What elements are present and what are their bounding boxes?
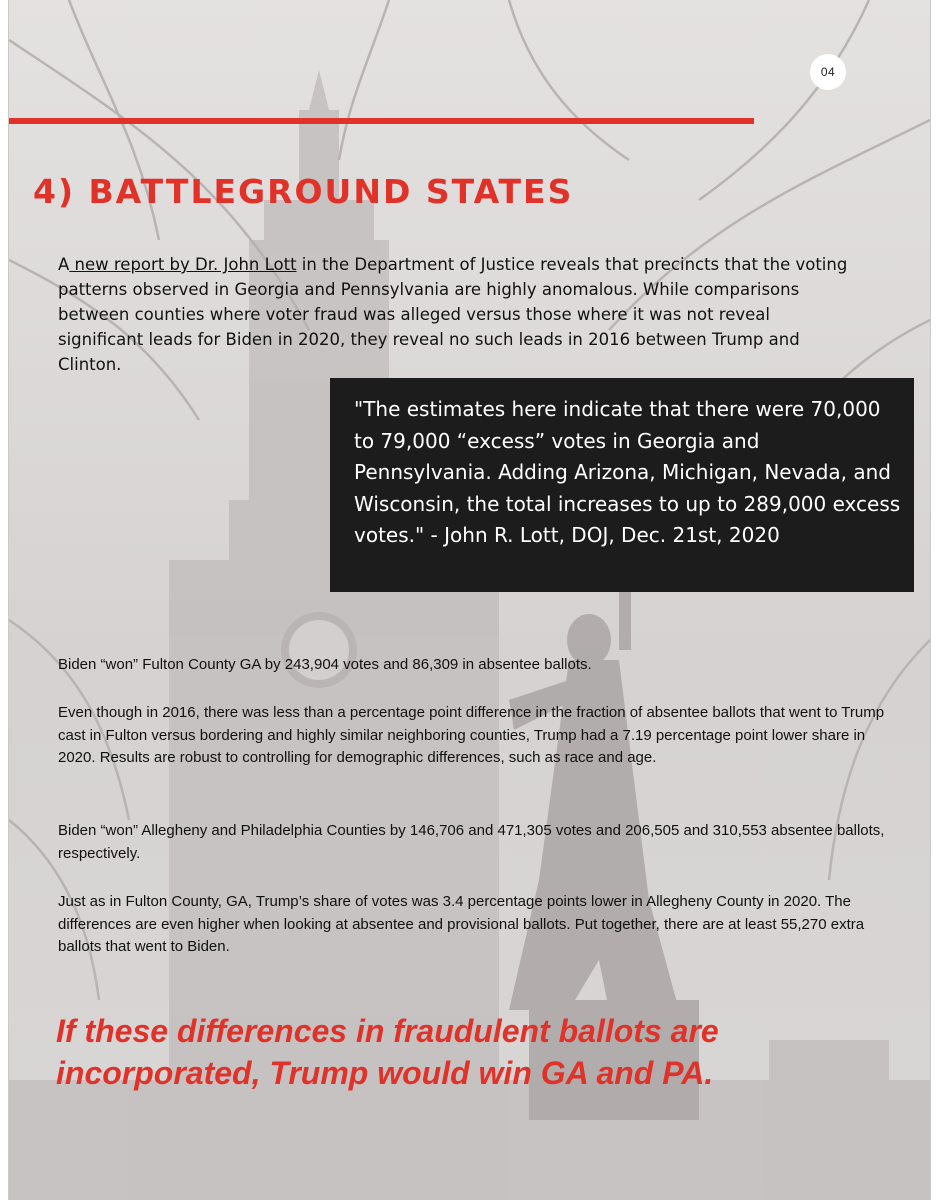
body-paragraph-2: Even though in 2016, there was less than a percentage point difference in the fraction of absentee ballots that went to Trump cast in Fulton versus bordering and highly similar neighboring counties, Trump had a 7.19 percentage point lower share in 2020. Results are robust to controlling for demographic differences, such as race and age. [58, 704, 885, 766]
page-number-badge: 04 [810, 54, 846, 90]
report-link[interactable]: new report by Dr. John Lott [69, 255, 297, 274]
body-paragraph-4: Just as in Fulton County, GA, Trump’s share of votes was 3.4 percentage points lower in Allegheny County in 2020. The differences are even higher when looking at absentee and provisional ballots. Put together, there are at least 55,270 extra ballots that went to Biden. [58, 893, 865, 955]
intro-paragraph [58, 252, 858, 377]
pull-quote-box [330, 378, 914, 592]
intro-rest: in the Department of Justice reveals that precincts that the voting patterns observed in Georgia and Pennsylvania are highly anomalous. While comparisons between counties where voter fraud was alleged versus those where it was not reveal significant leads for Biden in 2020, they reveal no such leads in 2016 between Trump and Clinton. [58, 255, 848, 374]
section-title: 4) BATTLEGROUND STATES [33, 172, 574, 211]
intro-prefix: A [58, 255, 70, 274]
body-paragraph-1: Biden “won” Fulton County GA by 243,904 votes and 86,309 in absentee ballots. [58, 656, 592, 673]
header-divider [9, 118, 754, 124]
body-paragraph-3: Biden “won” Allegheny and Philadelphia Counties by 146,706 and 471,305 votes and 206,505 and 310,553 absentee ballots, respectively. [58, 822, 885, 862]
pull-quote-text: "The estimates here indicate that there were 70,000 to 79,000 “excess” votes in Georgia and Pennsylvania. Adding Arizona, Michigan, Nevada, and Wisconsin, the total increases to up to 289,000 excess votes." - John R. Lott, DOJ, Dec. 21st, 2020 [354, 397, 901, 547]
document-page [8, 0, 931, 1200]
conclusion-callout: If these differences in fraudulent ballots are incorporated, Trump would win GA and PA. [56, 1013, 719, 1091]
